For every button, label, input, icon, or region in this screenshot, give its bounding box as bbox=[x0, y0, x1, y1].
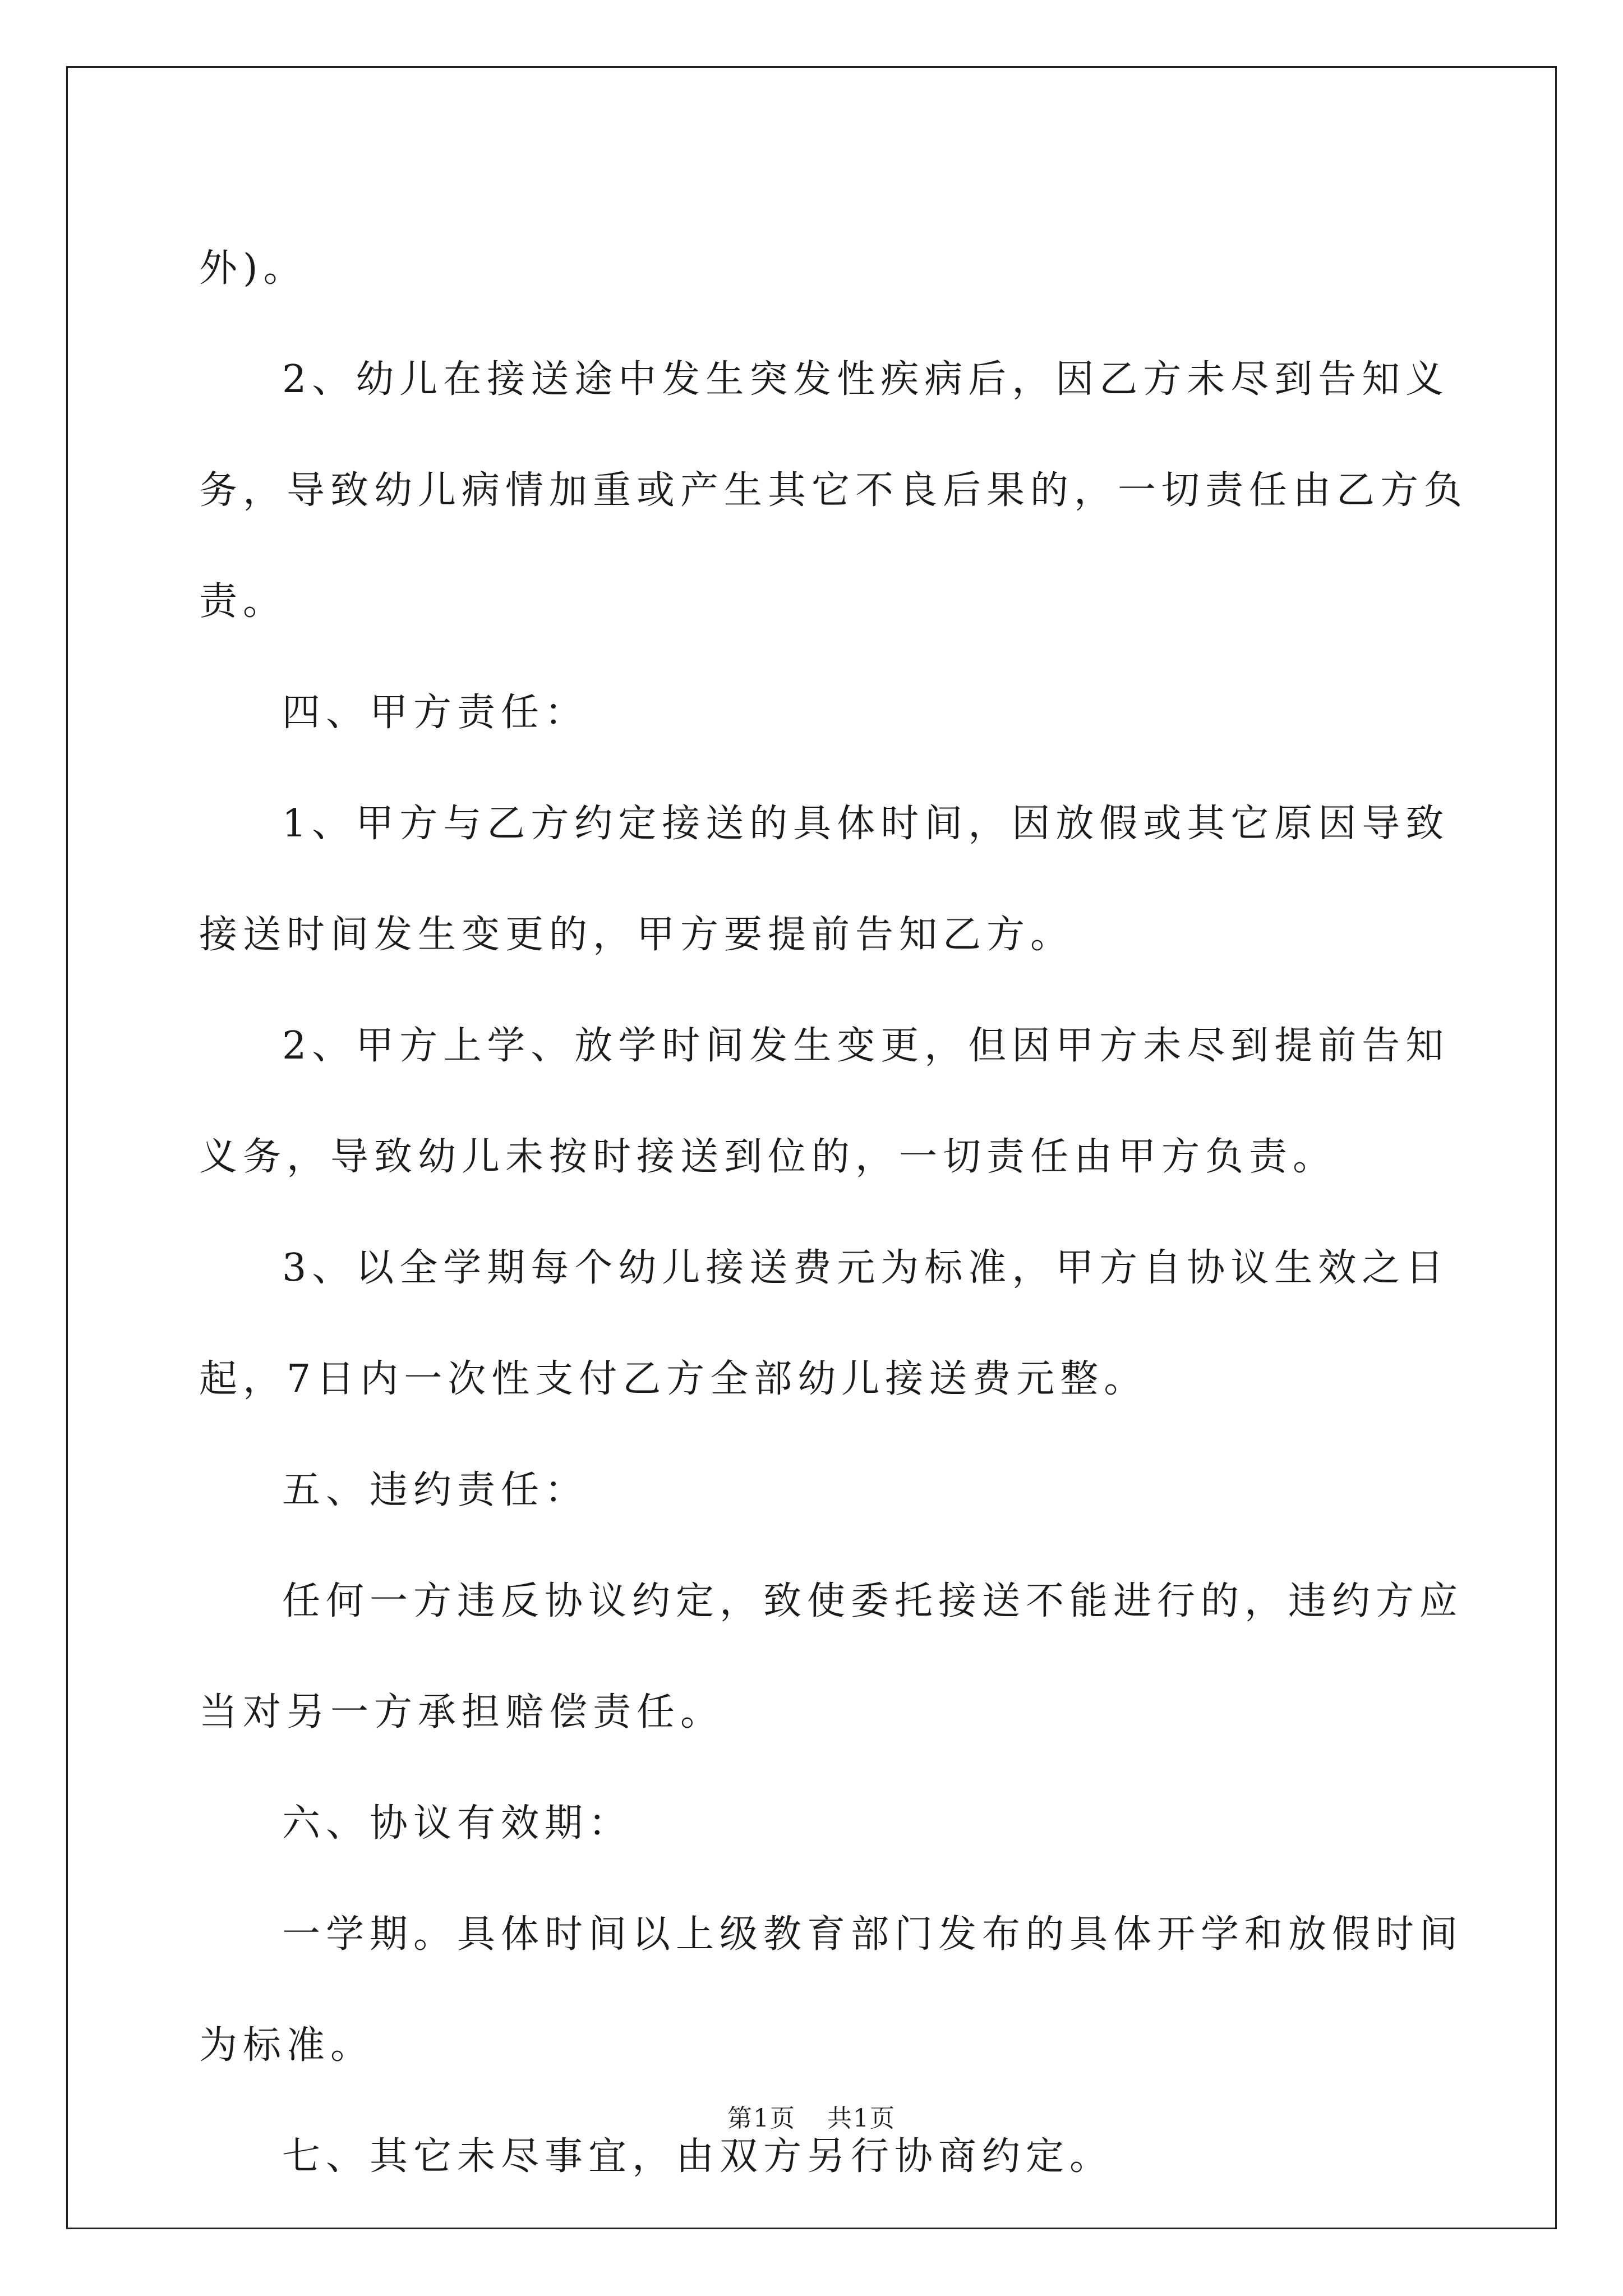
page-number-total: 共1页 bbox=[827, 2104, 896, 2133]
paragraph-4: 1、甲方与乙方约定接送的具体时间，因放假或其它原因导致接送时间发生变更的，甲方要提前告知乙方。 bbox=[199, 802, 1450, 957]
paragraph-6: 3、以全学期每个幼儿接送费元为标准，甲方自协议生效之日起，7日内一次性支付乙方全部幼儿接送费元整。 bbox=[199, 1246, 1450, 1401]
paragraph-11: 七、其它未尽事宜，由双方另行协商约定。 bbox=[282, 2134, 1114, 2179]
section-heading-5: 五、违约责任： bbox=[282, 1468, 589, 1512]
section-heading-6: 六、协议有效期： bbox=[282, 1801, 633, 1846]
page-number-current: 第1页 bbox=[727, 2104, 796, 2133]
paragraph-8: 任何一方违反协议约定，致使委托接送不能进行的，违约方应当对另一方承担赔偿责任。 bbox=[199, 1579, 1464, 1734]
paragraph-1: 外)。 bbox=[199, 246, 307, 291]
paragraph-2: 2、幼儿在接送途中发生突发性疾病后，因乙方未尽到告知义务，导致幼儿病情加重或产生其它不良后果的，一切责任由乙方负责。 bbox=[199, 357, 1468, 624]
page-footer bbox=[0, 2098, 1623, 2134]
document-body bbox=[199, 213, 1472, 2212]
section-heading-4: 四、甲方责任： bbox=[282, 691, 589, 735]
paragraph-5: 2、甲方上学、放学时间发生变更，但因甲方未尽到提前告知义务，导致幼儿未按时接送到位的，一切责任由甲方负责。 bbox=[199, 1024, 1450, 1179]
paragraph-10: 一学期。具体时间以上级教育部门发布的具体开学和放假时间为标准。 bbox=[199, 1912, 1464, 2068]
